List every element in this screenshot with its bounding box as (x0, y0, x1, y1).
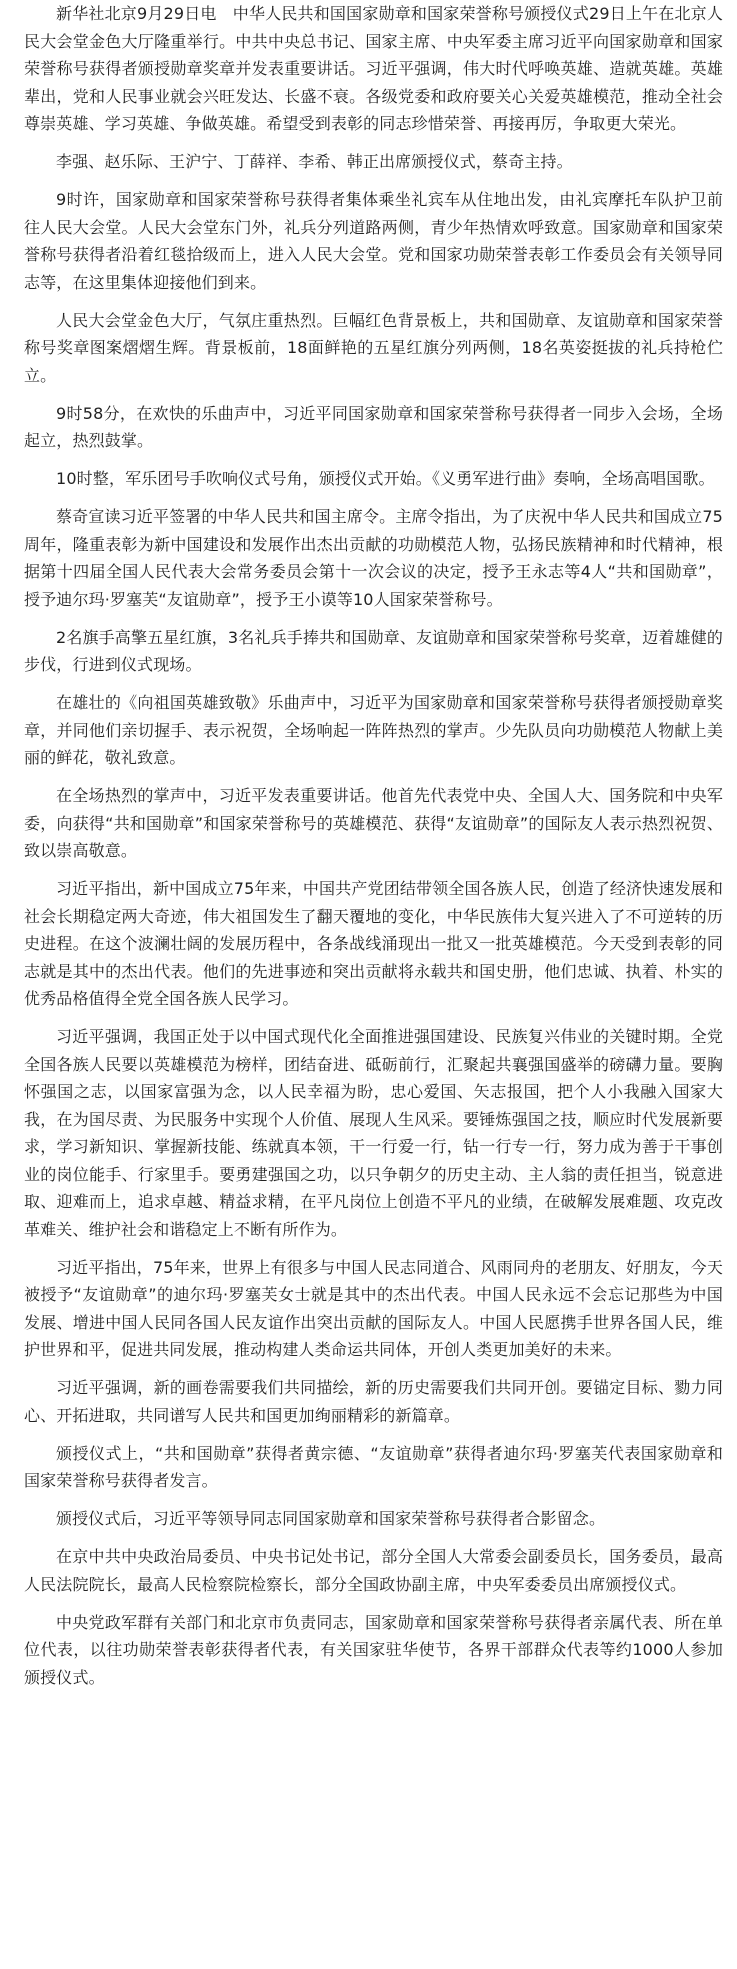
paragraph: 9时58分，在欢快的乐曲声中，习近平同国家勋章和国家荣誉称号获得者一同步入会场，全场起立，热烈鼓掌。 (24, 403, 723, 450)
paragraph: 在京中共中央政治局委员、中央书记处书记，部分全国人大常委会副委员长，国务委员，最高人民法院院长，最高人民检察院检察长，部分全国政协副主席，中央军委委员出席颁授仪式。 (24, 1547, 723, 1594)
paragraph: 9时许，国家勋章和国家荣誉称号获得者集体乘坐礼宾车从住地出发，由礼宾摩托车队护卫前往人民大会堂。人民大会堂东门外，礼兵分列道路两侧，青少年热情欢呼致意。国家勋章和国家荣誉称号获得者沿着红毯拾级而上，进入人民大会堂。党和国家功勋荣誉表彰工作委员会有关领导同志等，在这里集体迎接他们到来。 (24, 190, 723, 292)
paragraph: 习近平强调，我国正处于以中国式现代化全面推进强国建设、民族复兴伟业的关键时期。全党全国各族人民要以英雄模范为榜样，团结奋进、砥砺前行，汇聚起共襄强国盛举的磅礴力量。要胸怀强国之志，以国家富强为念，以人民幸福为盼，忠心爱国、矢志报国，把个人小我融入国家大我，在为国尽责、为民服务中实现个人价值、展现人生风采。要锤炼强国之技，顺应时代发展新要求，学习新知识、掌握新技能、练就真本领，干一行爱一行，钻一行专一行，努力成为善于干事创业的岗位能手、行家里手。要勇建强国之功，以只争朝夕的历史主动、主人翁的责任担当，锐意进取、迎难而上，追求卓越、精益求精，在平凡岗位上创造不平凡的业绩，在破解发展难题、攻克改革难关、维护社会和谐稳定上不断有所作为。 (24, 1027, 723, 1239)
paragraph: 习近平指出，75年来，世界上有很多与中国人民志同道合、风雨同舟的老朋友、好朋友，今天被授予“友谊勋章”的迪尔玛·罗塞芙女士就是其中的杰出代表。中国人民永远不会忘记那些为中国发展、增进中国人民同各国人民友谊作出突出贡献的国际友人。中国人民愿携手世界各国人民，维护世界和平，促进共同发展，推动构建人类命运共同体，开创人类更加美好的未来。 (24, 1257, 723, 1359)
paragraph: 人民大会堂金色大厅，气氛庄重热烈。巨幅红色背景板上，共和国勋章、友谊勋章和国家荣誉称号奖章图案熠熠生辉。背景板前，18面鲜艳的五星红旗分列两侧，18名英姿挺拔的礼兵持枪伫立。 (24, 310, 723, 385)
paragraph: 李强、赵乐际、王沪宁、丁薛祥、李希、韩正出席颁授仪式，蔡奇主持。 (56, 152, 573, 171)
paragraph: 颁授仪式上，“共和国勋章”获得者黄宗德、“友谊勋章”获得者迪尔玛·罗塞芙代表国家勋章和国家荣誉称号获得者发言。 (24, 1443, 723, 1490)
paragraph: 在雄壮的《向祖国英雄致敬》乐曲声中，习近平为国家勋章和国家荣誉称号获得者颁授勋章奖章，并同他们亲切握手、表示祝贺，全场响起一阵阵热烈的掌声。少先队员向功勋模范人物献上美丽的鲜花，敬礼致意。 (24, 693, 723, 767)
paragraph: 习近平指出，新中国成立75年来，中国共产党团结带领全国各族人民，创造了经济快速发展和社会长期稳定两大奇迹，伟大祖国发生了翻天覆地的变化，中华民族伟大复兴进入了不可逆转的历史进程。在这个波澜壮阔的发展历程中，各条战线涌现出一批又一批英雄模范。今天受到表彰的同志就是其中的杰出代表。他们的先进事迹和突出贡献将永载共和国史册，他们忠诚、执着、朴实的优秀品格值得全党全国各族人民学习。 (24, 879, 723, 1008)
paragraph: 颁授仪式后，习近平等领导同志同国家勋章和国家荣誉称号获得者合影留念。 (56, 1509, 606, 1528)
paragraph: 中央党政军群有关部门和北京市负责同志，国家勋章和国家荣誉称号获得者亲属代表、所在单位代表，以往功勋荣誉表彰获得者代表，有关国家驻华使节，各界干部群众代表等约1000人参加颁授仪式。 (24, 1612, 723, 1687)
paragraph: 在全场热烈的掌声中，习近平发表重要讲话。他首先代表党中央、全国人大、国务院和中央军委，向获得“共和国勋章”和国家荣誉称号的英雄模范、获得“友谊勋章”的国际友人表示热烈祝贺、致以崇高敬意。 (24, 786, 723, 860)
paragraph: 10时整，军乐团号手吹响仪式号角，颁授仪式开始。《义勇军进行曲》奏响，全场高唱国歌。 (56, 469, 715, 488)
paragraph: 蔡奇宣读习近平签署的中华人民共和国主席令。主席令指出，为了庆祝中华人民共和国成立75周年，隆重表彰为新中国建设和发展作出杰出贡献的功勋模范人物，弘扬民族精神和时代精神，根据第十四届全国人民代表大会常务委员会第十一次会议的决定，授予王永志等4人“共和国勋章”，授予迪尔玛·罗塞芙“友谊勋章”，授予王小谟等10人国家荣誉称号。 (24, 507, 723, 609)
paragraph-lead: 新华社北京9月29日电 中华人民共和国国家勋章和国家荣誉称号颁授仪式29日上午在北京人民大会堂金色大厅隆重举行。中共中央总书记、国家主席、中央军委主席习近平向国家勋章和国家荣誉称号获得者颁授勋章奖章并发表重要讲话。习近平强调，伟大时代呼唤英雄、造就英雄。英雄辈出，党和人民事业就会兴旺发达、长盛不衰。各级党委和政府要关心关爱英雄模范，推动全社会尊崇英雄、学习英雄、争做英雄。希望受到表彰的同志珍惜荣誉、再接再厉，争取更大荣光。 (24, 4, 723, 133)
paragraph: 2名旗手高擎五星红旗，3名礼兵手捧共和国勋章、友谊勋章和国家荣誉称号奖章，迈着雄健的步伐，行进到仪式现场。 (24, 627, 723, 674)
paragraph: 习近平强调，新的画卷需要我们共同描绘，新的历史需要我们共同开创。要锚定目标、勠力同心、开拓进取，共同谱写人民共和国更加绚丽精彩的新篇章。 (24, 1378, 723, 1425)
